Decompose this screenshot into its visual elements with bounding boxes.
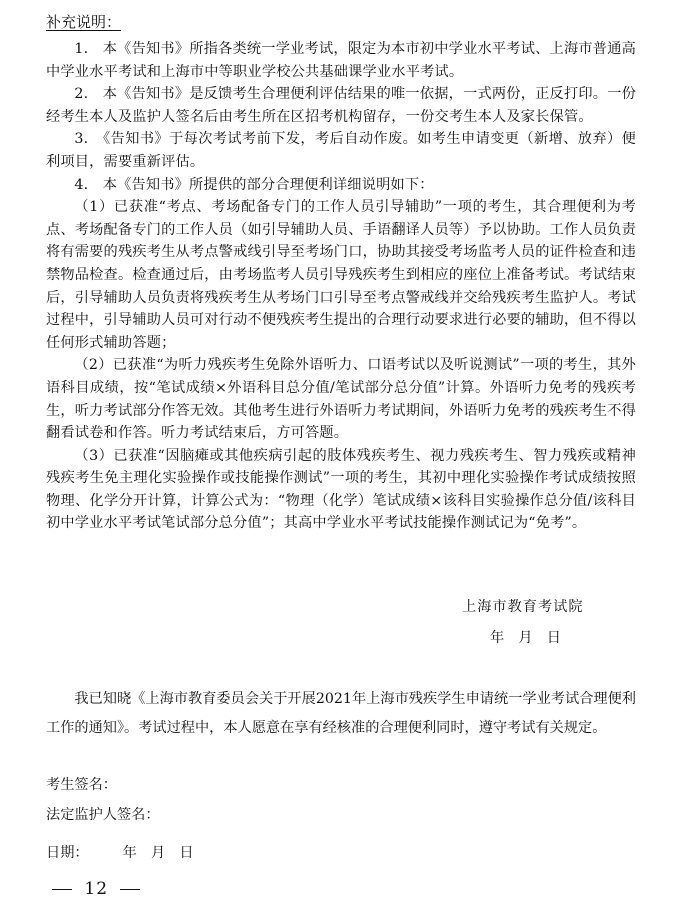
note-item-4: 4. 本《告知书》所提供的部分合理便利详细说明如下： — [74, 176, 434, 193]
page-number-left-dash — [52, 889, 72, 890]
signature-date-label: 日期： — [46, 845, 89, 861]
student-signature-label: 考生签名： — [46, 777, 117, 793]
note-item-3: 3. 《告知书》于每次考试考前下发，考后自动作废。如考生申请变更（新增、放弃）便利项目，需要重新评估。 — [46, 131, 636, 170]
page-number-value: 12 — [84, 879, 109, 899]
note-subitem-2: （2）已获准“为听力残疾考生免除外语听力、口语考试以及听说测试”一项的考生，其外语科目成绩，按“笔试成绩×外语科目总分值/笔试部分总分值”计算。外语听力免考的残疾考生，听力考试部分作答无效。其他考生进行外语听力考试期间，外语听力免考的残疾考生不得翻看试卷和作答。听力考试结束后，方可答题。 — [46, 357, 636, 442]
issue-date: 年 月 日 — [490, 630, 561, 646]
note-item-1: 1. 本《告知书》所指各类统一学业考试，限定为本市初中学业水平考试、上海市普通高中学业水平考试和上海市中等职业学校公共基础课学业水平考试。 — [46, 41, 636, 80]
note-subitem-1: （1）已获准“考点、考场配备专门的工作人员引导辅助”一项的考生，其合理便利为考点、考场配备专门的工作人员（如引导辅助人员、手语翻译人员等）予以协助。工作人员负责将有需要的残疾考生从考点警戒线引导至考场门口，协助其接受考场监考人员的证件检查和违禁物品检查。检查通过后，由考场监考人员引导残疾考生到相应的座位上准备考试。考试结束后，引导辅助人员负责将残疾考生从考场门口引导至考点警戒线并交给残疾考生监护人。考试过程中，引导辅助人员可对行动不便残疾考生提出的合理行动要求进行必要的辅助，但不得以任何形式辅助答题； — [46, 199, 636, 351]
signature-date-line — [46, 843, 194, 863]
page-number-right-dash — [120, 889, 140, 890]
note-subitem-3: （3）已获准“因脑瘫或其他疾病引起的肢体残疾考生、视力残疾考生、智力残疾或精神残疾考生免主理化实验操作或技能操作测试”一项的考生，其初中理化实验操作考试成绩按照物理、化学分开计算，计算公式为：“物理（化学）笔试成绩×该科目实验操作总分值/该科目初中学业水平考试笔试部分总分值”；其高中学业水平考试技能操作测试记为“免考”。 — [46, 447, 636, 532]
supplementary-notes-heading: 补充说明： — [46, 13, 122, 31]
signature-date-fields: 年 月 日 — [122, 845, 194, 861]
guardian-signature-label: 法定监护人签名： — [46, 807, 160, 823]
guardian-signature-line — [46, 805, 160, 825]
student-signature-line — [46, 775, 117, 795]
declaration-text: 我已知晓《上海市教育委员会关于开展2021年上海市残疾学生申请统一学业考试合理便利工作的通知》。考试过程中，本人愿意在享有经核准的合理便利同时，遵守考试有关规定。 — [46, 691, 636, 736]
note-item-2: 2. 本《告知书》是反馈考生合理便利评估结果的唯一依据，一式两份，正反打印。一份经考生本人及监护人签名后由考生所在区招考机构留存，一份交考生本人及家长保管。 — [46, 86, 636, 125]
guardian-declaration — [46, 685, 636, 743]
page-number — [46, 877, 146, 901]
supplementary-notes — [46, 38, 636, 535]
issuer-name: 上海市教育考试院 — [462, 599, 584, 615]
